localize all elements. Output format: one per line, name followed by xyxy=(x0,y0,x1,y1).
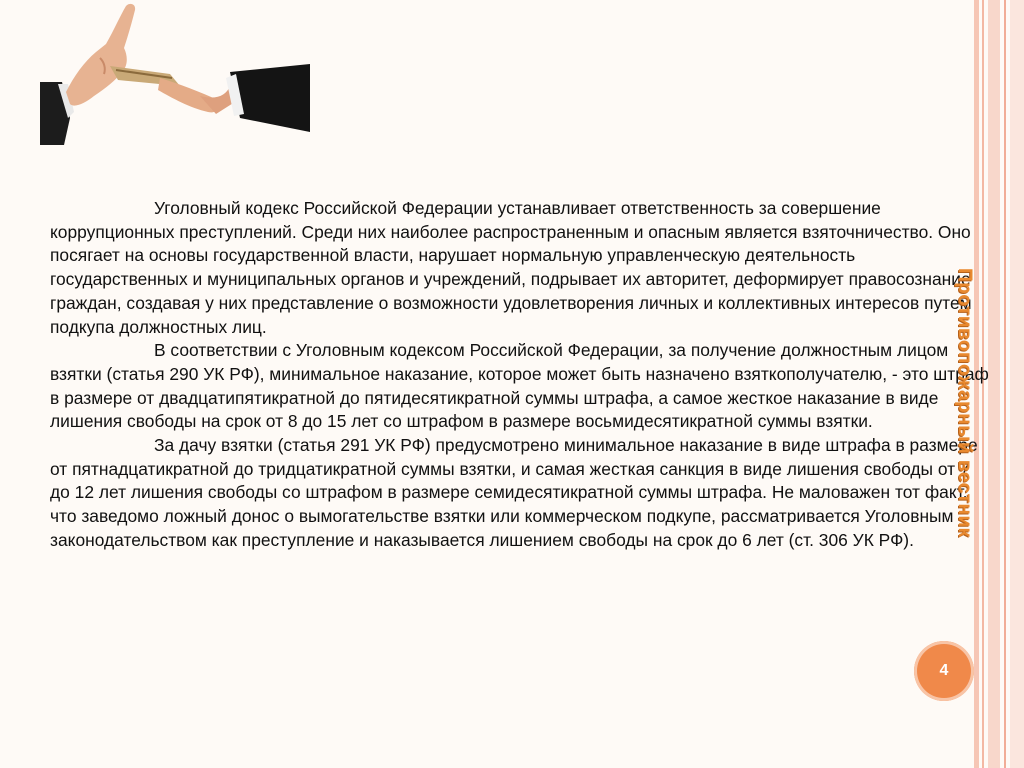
bribe-refusal-hands-icon xyxy=(40,0,310,145)
vertical-title: Противопожарный вестник xyxy=(954,268,975,538)
paragraph-3: За дачу взятки (статья 291 УК РФ) предусмотрено минимальное наказание в виде штрафа в размере от пятнадцатикратной до тридцатикратной суммы взятки, и самая жесткая санкция в виде лишения свободы от 7 до 12 лет лишения свободы со штрафом в размере семидесятикратной суммы штрафа. Не маловажен тот факт, что заведомо ложный донос о вымогательстве взятки или коммерческом подкупе, рассматривается Уголовным законодательством как преступление и наказывается лишением свободы на срок до 6 лет (ст. 306 УК РФ). xyxy=(50,435,978,550)
paragraph-2: В соответствии с Уголовным кодексом Российской Федерации, за получение должностным лицом взятки (статья 290 УК РФ), минимальное наказание, которое может быть назначено взяткополучателю, - это штраф в размере от двадцатипятикратной до пятидесятикратной суммы штрафа, а самое жесткое наказание в виде лишения свободы на срок от 8 до 15 лет со штрафом в размере восьмидесятикратной суммы взятки. xyxy=(50,340,989,432)
body-text xyxy=(50,197,990,553)
paragraph-1: Уголовный кодекс Российской Федерации устанавливает ответственность за совершение коррупционных преступлений. Среди них наиболее распространенным и опасным является взяточничество. Оно посягает на основы государственной власти, нарушает нормальную управленческую деятельность государственных и муниципальных органов и учреждений, подрывает их авторитет, деформирует правосознание граждан, создавая у них представление о возможности удовлетворения личных и коллективных интересов путем подкупа должностных лиц. xyxy=(50,198,972,337)
page-number-badge: 4 xyxy=(914,641,974,701)
